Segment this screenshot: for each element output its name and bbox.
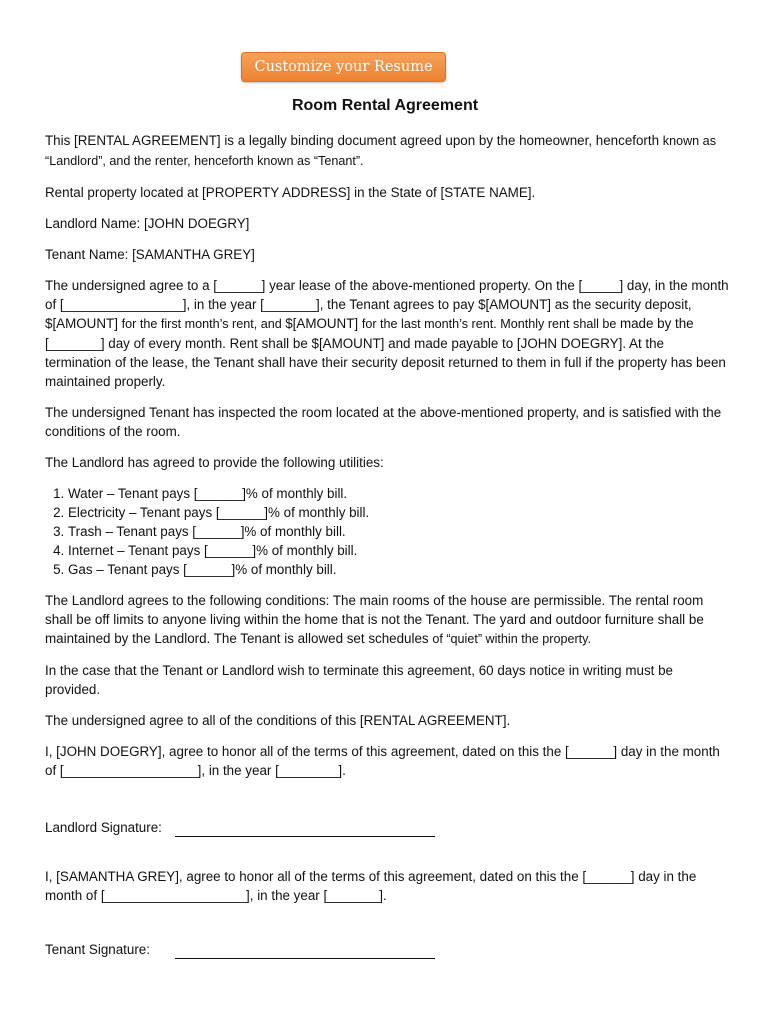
utility-item-internet: 4. Internet – Tenant pays [______]% of monthly bill. bbox=[68, 541, 730, 560]
tenant-signature-row bbox=[45, 940, 730, 959]
lease-paragraph bbox=[45, 276, 730, 391]
customize-resume-button[interactable]: Customize your Resume bbox=[241, 52, 446, 82]
lease-text-part5: made by the [_______] day of every month. Rent shall be $[AMOUNT] and made payable to [JOHN DOEGRY]. At the termination of the lease, the Tenant shall have their security deposit returned to them in full if the property has been maintained properly. bbox=[45, 316, 726, 389]
utility-item-water: 1. Water – Tenant pays [______]% of monthly bill. bbox=[68, 484, 730, 503]
conditions-text-part1: The Landlord agrees to the following conditions: The main rooms of the house are permissible. The rental room shall be off limits to anyone living within the home that is not the Tenant. The yard and outdoor furniture shall be maintained by the Landlord. The Tenant is allowed set schedules bbox=[45, 593, 704, 646]
intro-text-part1: This [RENTAL AGREEMENT] is a legally binding document agreed upon by the homeowner, henceforth bbox=[45, 133, 663, 148]
conditions-paragraph bbox=[45, 591, 730, 649]
document-title: Room Rental Agreement bbox=[291, 97, 479, 114]
utilities-intro: The Landlord has agreed to provide the following utilities: bbox=[45, 455, 384, 470]
utility-item-gas: 5. Gas – Tenant pays [______]% of monthly bill. bbox=[68, 560, 730, 579]
lease-text-part3: $[AMOUNT] bbox=[285, 316, 362, 331]
intro-paragraph bbox=[45, 131, 730, 171]
utility-item-trash: 3. Trash – Tenant pays [______]% of monthly bill. bbox=[68, 522, 730, 541]
lease-text-part4: for the last month’s rent. Monthly rent shall be bbox=[361, 317, 620, 331]
landlord-name: Landlord Name: [JOHN DOEGRY] bbox=[45, 216, 250, 231]
document-body bbox=[45, 131, 730, 959]
agree-all-paragraph: The undersigned agree to all of the conditions of this [RENTAL AGREEMENT]. bbox=[45, 713, 511, 728]
tenant-signature-line[interactable] bbox=[175, 942, 435, 959]
tenant-signature-label: Tenant Signature: bbox=[45, 942, 150, 957]
landlord-honor-paragraph: I, [JOHN DOEGRY], agree to honor all of the terms of this agreement, dated on this the [______] day in the month of [__________________], in the year [________]. bbox=[45, 744, 720, 778]
property-paragraph: Rental property located at [PROPERTY ADDRESS] in the State of [STATE NAME]. bbox=[45, 185, 536, 200]
landlord-signature-line[interactable] bbox=[175, 820, 435, 837]
tenant-name: Tenant Name: [SAMANTHA GREY] bbox=[45, 247, 255, 262]
landlord-signature-label: Landlord Signature: bbox=[45, 820, 162, 835]
utility-item-electricity: 2. Electricity – Tenant pays [______]% of monthly bill. bbox=[68, 503, 730, 522]
tenant-honor-paragraph: I, [SAMANTHA GREY], agree to honor all of the terms of this agreement, dated on this the [______] day in the month of [___________________], in the year [_______]. bbox=[45, 869, 697, 903]
lease-text-part2: for the first month’s rent, and bbox=[121, 317, 286, 331]
landlord-signature-row bbox=[45, 818, 730, 837]
intro-text-part2: known as “Landlord”, and the renter, henceforth known as “Tenant”. bbox=[45, 134, 716, 168]
conditions-text-part2: of “quiet” within the property. bbox=[432, 632, 592, 646]
termination-paragraph: In the case that the Tenant or Landlord wish to terminate this agreement, 60 days notice in writing must be provided. bbox=[45, 663, 673, 697]
utilities-list bbox=[45, 484, 730, 579]
lease-text-part1: The undersigned agree to a [______] year lease of the above-mentioned property. On the [_____] day, in the month of [________________], in the year [_______], the Tenant agrees to pay $[AMOUNT] as the security deposit, $[AMOUNT] bbox=[45, 278, 729, 331]
inspection-paragraph: The undersigned Tenant has inspected the room located at the above-mentioned property, and is satisfied with the conditions of the room. bbox=[45, 405, 722, 439]
